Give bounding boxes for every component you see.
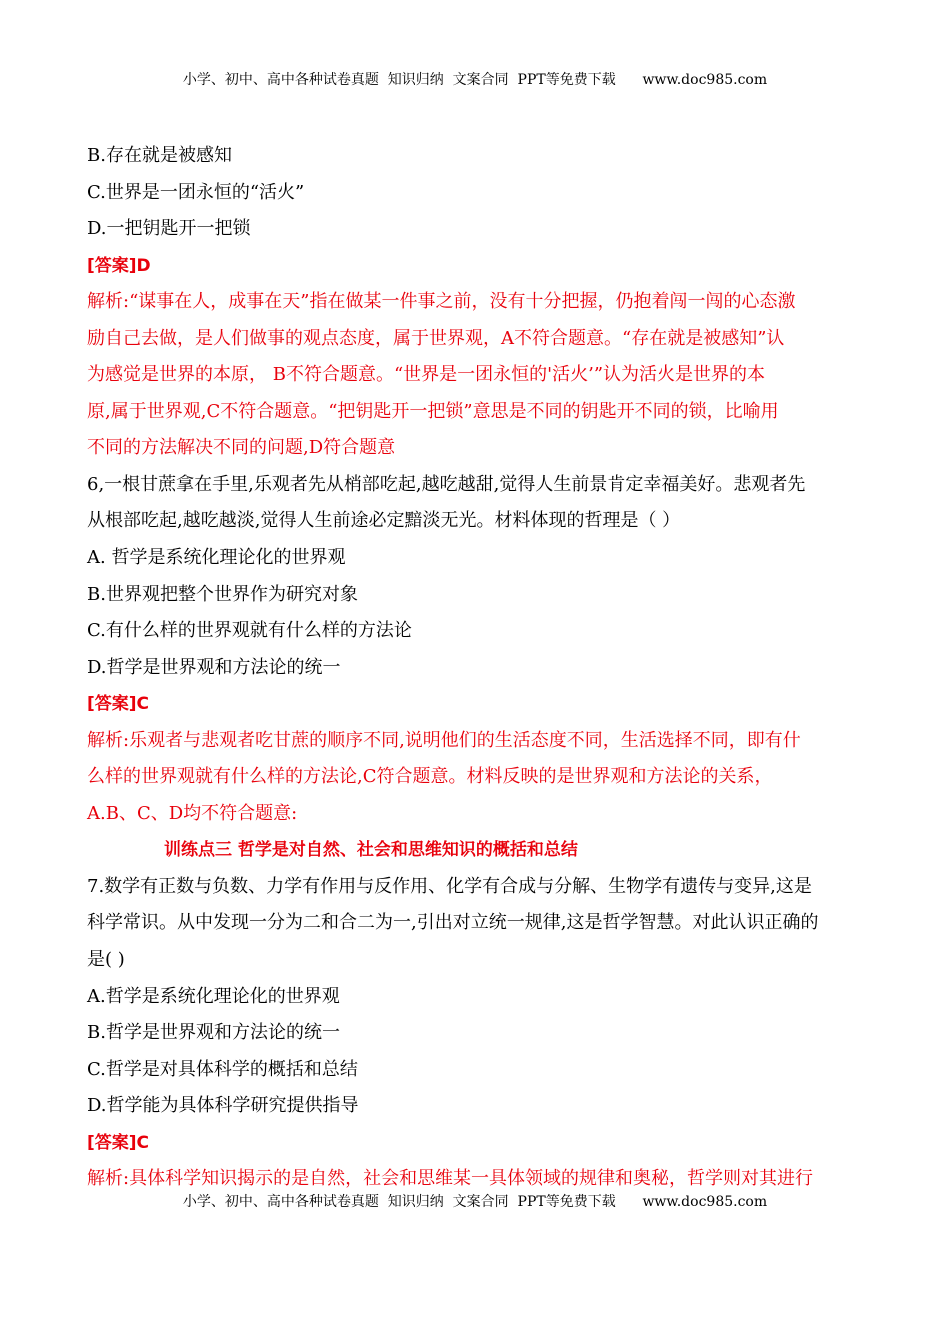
question-line: B.世界观把整个世界作为研究对象: [87, 583, 358, 605]
answer-label: [答案]C: [87, 1132, 150, 1153]
question-line: 科学常识。从中发现一分为二和合二为一,引出对立统一规律,这是哲学智慧。对此认识正确的: [87, 912, 819, 934]
question-line: D.一把钥匙开一把锁: [87, 218, 251, 240]
question-line: C.世界是一团永恒的“活火”: [87, 181, 305, 203]
question-line: 从根部吃起,越吃越淡,觉得人生前途必定黯淡无光。材料体现的哲理是（ ）: [87, 510, 681, 532]
question-line: B.存在就是被感知: [87, 145, 232, 166]
page-header: 小学、初中、高中各种试卷真题 知识归纳 文案合同 PPT等免费下载 www.doc985.com: [182, 72, 768, 88]
question-line: A. 哲学是系统化理论化的世界观: [87, 547, 346, 569]
answer-label: [答案]D: [87, 255, 151, 276]
explanation-line: 么样的世界观就有什么样的方法论,C符合题意。材料反映的是世界观和方法论的关系，: [87, 766, 773, 788]
explanation-line: 励自己去做，是人们做事的观点态度，属于世界观，A不符合题意。“存在就是被感知”认: [87, 327, 785, 349]
question-line: 7.数学有正数与负数、力学有作用与反作用、化学有合成与分解、生物学有遗传与变异,这是: [87, 875, 812, 897]
explanation-line: 解析:具体科学知识揭示的是自然，社会和思维某一具体领域的规律和奥秘，哲学则对其进行: [87, 1168, 814, 1190]
explanation-line: 不同的方法解决不同的问题,D符合题意: [87, 437, 396, 459]
question-line: D.哲学是世界观和方法论的统一: [87, 656, 341, 678]
page-footer: 小学、初中、高中各种试卷真题 知识归纳 文案合同 PPT等免费下载 www.doc985.com: [182, 1194, 768, 1210]
question-line: C.有什么样的世界观就有什么样的方法论: [87, 620, 412, 642]
question-line: B.哲学是世界观和方法论的统一: [87, 1022, 340, 1044]
explanation-line: 解析:“谋事在人，成事在天”指在做某一件事之前，没有十分把握，仍抱着闯一闯的心态激: [87, 291, 796, 313]
answer-label: [答案]C: [87, 694, 150, 715]
question-line: A.哲学是系统化理论化的世界观: [87, 985, 340, 1007]
document-body: [87, 138, 877, 1198]
section-heading: 训练点三 哲学是对自然、社会和思维知识的概括和总结: [164, 840, 578, 861]
explanation-line: 原,属于世界观,C不符合题意。“把钥匙开一把锁”意思是不同的钥匙开不同的锁，比喻用: [87, 400, 779, 422]
question-line: D.哲学能为具体科学研究提供指导: [87, 1095, 359, 1117]
explanation-line: A.B、C、D均不符合题意:: [87, 802, 298, 824]
explanation-line: 为感觉是世界的本原， B不符合题意。“世界是一团永恒的'活火’”认为活火是世界的本: [87, 364, 766, 386]
question-line: 是( ): [87, 949, 125, 971]
question-line: 6,一根甘蔗拿在手里,乐观者先从梢部吃起,越吃越甜,觉得人生前景肯定幸福美好。悲观者先: [87, 473, 806, 495]
question-line: C.哲学是对具体科学的概括和总结: [87, 1058, 358, 1080]
explanation-line: 解析:乐观者与悲观者吃甘蔗的顺序不同,说明他们的生活态度不同，生活选择不同，即有什: [87, 729, 801, 751]
